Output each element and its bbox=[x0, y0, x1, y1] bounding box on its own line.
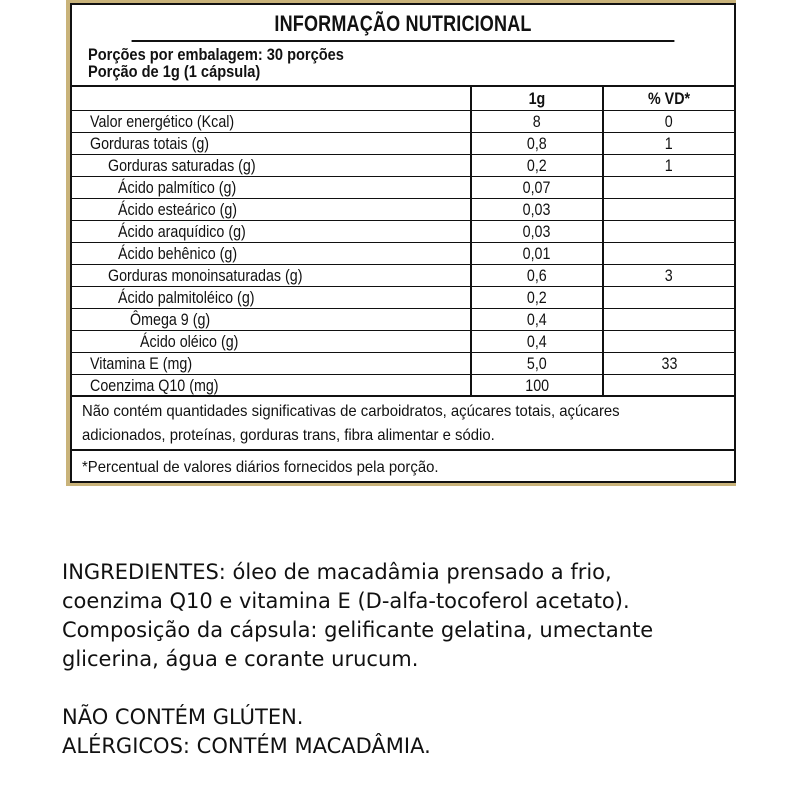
nutrient-name-cell: Ácido behênico (g) bbox=[72, 243, 472, 264]
nutrient-name-cell: Ácido palmítico (g) bbox=[72, 177, 472, 198]
nutrient-value-cell: 0,03 bbox=[472, 199, 604, 220]
nutrient-vd-cell: 3 bbox=[665, 266, 673, 285]
table-header-row bbox=[72, 87, 734, 111]
nutrient-vd-cell bbox=[604, 199, 734, 220]
nutrient-name-cell: Ômega 9 (g) bbox=[72, 309, 472, 330]
nutrient-value-cell: 0,6 bbox=[472, 265, 604, 286]
nutrient-row bbox=[72, 111, 734, 133]
nutrient-vd-cell bbox=[604, 309, 734, 330]
serving-size: Porção de 1g (1 cápsula) bbox=[88, 62, 261, 81]
nutrient-name-cell: Gorduras saturadas (g) bbox=[72, 155, 472, 176]
nutrient-row bbox=[72, 331, 734, 353]
ingredients-line: glicerina, água e corante urucum. bbox=[62, 647, 419, 671]
nutrient-vd-cell bbox=[604, 375, 734, 397]
nutrient-vd-cell: 0 bbox=[665, 112, 673, 131]
nutrient-row bbox=[72, 265, 734, 287]
servings-per-pack: Porções por embalagem: 30 porções bbox=[88, 45, 344, 64]
nutrient-name-cell: Ácido palmitoléico (g) bbox=[72, 287, 472, 308]
nutrition-facts-table bbox=[70, 3, 736, 483]
nutrient-vd-cell: 1 bbox=[665, 156, 673, 175]
nutrient-value-cell: 0,8 bbox=[472, 133, 604, 154]
nutrient-row bbox=[72, 155, 734, 177]
ingredients-block bbox=[62, 558, 782, 761]
nutrient-row bbox=[72, 309, 734, 331]
nutrient-name-cell: Vitamina E (mg) bbox=[72, 353, 472, 374]
nutrient-name-cell: Gorduras totais (g) bbox=[72, 133, 472, 154]
allergen-warning: ALÉRGICOS: CONTÉM MACADÂMIA. bbox=[62, 734, 431, 758]
header-name-cell bbox=[72, 87, 472, 110]
nutrient-value-cell: 0,01 bbox=[472, 243, 604, 264]
nutrient-vd-cell bbox=[604, 287, 734, 308]
nutrient-value-cell: 0,07 bbox=[472, 177, 604, 198]
nutrition-title: INFORMAÇÃO NUTRICIONAL bbox=[132, 5, 675, 42]
nutrient-row bbox=[72, 375, 734, 397]
nutrient-vd-cell: 1 bbox=[665, 134, 673, 153]
header-vd-cell: % VD* bbox=[647, 89, 691, 108]
ingredients-line: INGREDIENTES: óleo de macadâmia prensado a frio, bbox=[62, 560, 612, 584]
nutrient-vd-cell bbox=[604, 177, 734, 198]
nutrient-grid bbox=[72, 87, 734, 397]
nutrient-value-cell: 0,4 bbox=[472, 331, 604, 352]
nutrition-footnote bbox=[72, 451, 734, 481]
serving-info bbox=[72, 42, 734, 87]
nutrient-row bbox=[72, 243, 734, 265]
nutrient-row bbox=[72, 353, 734, 375]
nutrient-value-cell: 100 bbox=[472, 375, 604, 397]
nutrient-name-cell: Ácido esteárico (g) bbox=[72, 199, 472, 220]
nutrition-note bbox=[72, 397, 734, 451]
nutrient-value-cell: 0,2 bbox=[472, 155, 604, 176]
nutrient-name-cell: Coenzima Q10 (mg) bbox=[72, 375, 472, 397]
nutrient-value-cell: 0,4 bbox=[472, 309, 604, 330]
nutrient-row bbox=[72, 133, 734, 155]
nutrient-vd-cell bbox=[604, 331, 734, 352]
nutrient-row bbox=[72, 177, 734, 199]
ingredients-line: coenzima Q10 e vitamina E (D-alfa-tocoferol acetato). bbox=[62, 589, 630, 613]
nutrient-row bbox=[72, 287, 734, 309]
footnote-text: *Percentual de valores diários fornecidos pela porção. bbox=[82, 459, 439, 476]
gluten-warning: NÃO CONTÉM GLÚTEN. bbox=[62, 705, 304, 729]
nutrient-value-cell: 0,03 bbox=[472, 221, 604, 242]
nutrient-value-cell: 0,2 bbox=[472, 287, 604, 308]
note-line-2: adicionados, proteínas, gorduras trans, fibra alimentar e sódio. bbox=[82, 427, 495, 444]
nutrient-vd-cell bbox=[604, 221, 734, 242]
nutrient-row bbox=[72, 199, 734, 221]
nutrient-name-cell: Ácido oléico (g) bbox=[72, 331, 472, 352]
nutrient-vd-cell: 33 bbox=[661, 354, 677, 373]
nutrient-name-cell: Ácido araquídico (g) bbox=[72, 221, 472, 242]
nutrient-name-cell: Valor energético (Kcal) bbox=[72, 111, 472, 132]
nutrient-value-cell: 8 bbox=[472, 111, 604, 132]
nutrient-vd-cell bbox=[604, 243, 734, 264]
nutrient-value-cell: 5,0 bbox=[472, 353, 604, 374]
nutrient-row bbox=[72, 221, 734, 243]
note-line-1: Não contém quantidades significativas de carboidratos, açúcares totais, açúcares bbox=[82, 403, 620, 420]
header-portion-cell: 1g bbox=[472, 87, 604, 110]
ingredients-line: Composição da cápsula: gelificante gelatina, umectante bbox=[62, 618, 654, 642]
nutrient-name-cell: Gorduras monoinsaturadas (g) bbox=[72, 265, 472, 286]
